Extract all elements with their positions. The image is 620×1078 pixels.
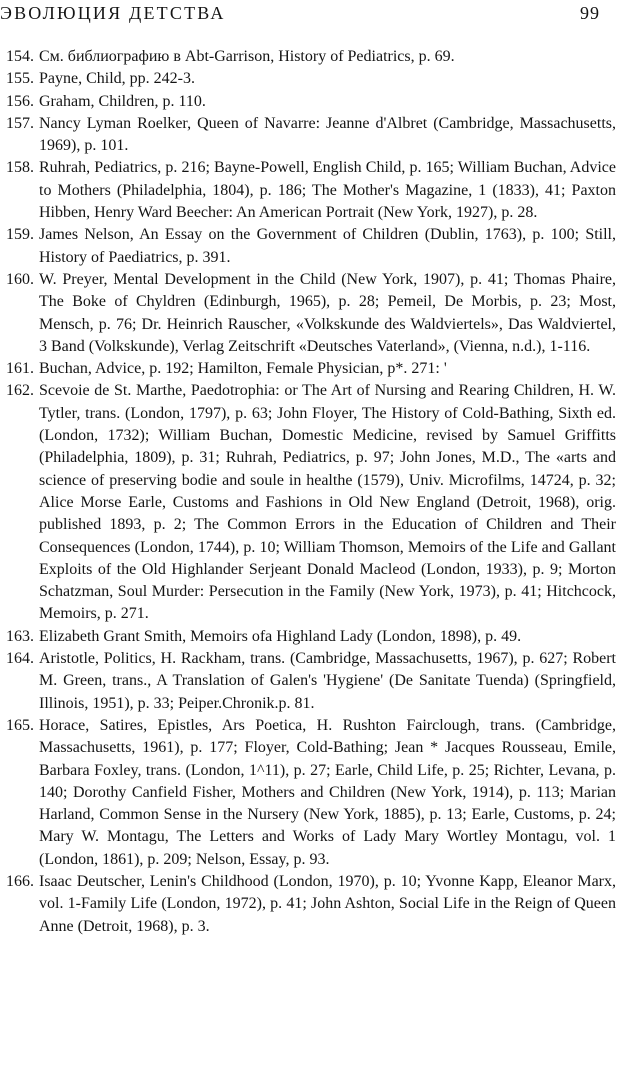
- endnote-163: [6, 626, 616, 648]
- note-number: 161.: [6, 360, 34, 378]
- note-number: 160.: [6, 270, 34, 288]
- endnote-165: [6, 715, 616, 871]
- note-text: См. библиографию в Abt-Garrison, History of Pediatrics, p. 69.: [39, 48, 455, 65]
- note-text: Scevoie de St. Marthe, Paedotrophia: or The Art of Nursing and Rearing Children, H. W. Tytler, trans. (London, 1797), p. 63; John Floyer, The History of Cold-Bathing, Sixth ed. (London, 1732); William Buchan, Domestic Medicine, revised by Samuel Griffitts (Philadelphia, 1809), p. 31; Ruhrah, Pediatrics, p. 97; John Jones, M.D., The «arts and science of preserving bodie and soule in healthe (1579), Univ. Microfilms, 14724, p. 32; Alice Morse Earle, Customs and Fashions in Old New England (Detroit, 1968), orig. published 1893, p. 2; The Common Errors in the Education of Children and Their Consequences (London, 1744), p. 10; William Thomson, Memoirs of the Life and Gallant Exploits of the Old Highlander Serjeant Donald Macleod (London, 1933), p. 9; Morton Schatzman, Soul Murder: Persecution in the Family (New York, 1973), p. 41; Hitchcock, Memoirs, p. 271.: [39, 382, 616, 623]
- chapter-title: ЭВОЛЮЦИЯ ДЕТСТВА: [0, 3, 226, 23]
- note-text: Payne, Child, pp. 242-3.: [39, 70, 195, 88]
- endnote-159: [6, 224, 616, 269]
- endnote-160: [6, 269, 616, 358]
- endnote-154: [6, 46, 616, 68]
- note-number: 155.: [6, 70, 34, 88]
- endnotes-list: [6, 46, 616, 938]
- note-text: Aristotle, Politics, H. Rackham, trans. (Cambridge, Massachusetts, 1967), p. 627; Robert M. Green, trans., A Translation of Galen's 'Hygiene' (De Sanitate Tuenda) (Springfield, Illinois, 1951), p. 33; Peiper.Chronik.p. 81.: [39, 650, 616, 712]
- running-head: [0, 2, 600, 24]
- note-text: Elizabeth Grant Smith, Memoirs ofa Highland Lady (London, 1898), p. 49.: [39, 627, 522, 645]
- note-number: 166.: [6, 872, 34, 890]
- note-text: Isaac Deutscher, Lenin's Childhood (London, 1970), p. 10; Yvonne Kapp, Eleanor Marx, vol. 1-Family Life (London, 1972), p. 41; John Ashton, Social Life in the Reign of Queen Anne (Detroit, 1968), p. 3.: [39, 872, 616, 935]
- endnote-162: [6, 380, 616, 625]
- endnote-155: [6, 68, 616, 90]
- page-number: 99: [580, 3, 600, 23]
- endnote-164: [6, 648, 616, 715]
- endnote-156: [6, 91, 616, 113]
- endnote-161: [6, 358, 616, 380]
- endnote-158: [6, 157, 616, 224]
- note-number: 158.: [6, 159, 34, 177]
- note-text: Nancy Lyman Roelker, Queen of Navarre: Jeanne d'Albret (Cambridge, Massachusetts, 1969), p. 101.: [39, 114, 616, 155]
- note-number: 165.: [6, 716, 34, 734]
- note-text: Horace, Satires, Epistles, Ars Poetica, H. Rushton Fairclough, trans. (Cambridge, Massachusetts, 1961), p. 177; Floyer, Cold-Bathing; Jean * Jacques Rousseau, Emile, Barbara Foxley, trans. (London, 1^11), p. 27; Earle, Child Life, p. 25; Richter, Levana, p. 140; Dorothy Canfield Fisher, Mothers and Children (New York, 1914), p. 113; Marian Harland, Common Sense in the Nursery (New York, 1885), p. 13; Earle, Customs, p. 24; Mary W. Montagu, The Letters and Works of Lady Mary Wortley Montagu, vol. 1 (London, 1861), p. 209; Nelson, Essay, p. 93.: [39, 716, 616, 868]
- note-number: 159.: [6, 226, 34, 244]
- note-number: 156.: [6, 92, 34, 110]
- note-text: Graham, Children, p. 110.: [39, 92, 206, 110]
- note-text: Buchan, Advice, p. 192; Hamilton, Female Physician, p*. 271: ': [39, 360, 447, 378]
- note-text: Ruhrah, Pediatrics, p. 216; Bayne-Powell, English Child, p. 165; William Buchan, Advice to Mothers (Philadelphia, 1804), p. 186; The Mother's Magazine, 1 (1833), 41; Paxton Hibben, Henry Ward Beecher: An American Portrait (New York, 1927), p. 28.: [39, 159, 616, 222]
- note-number: 164.: [6, 650, 34, 668]
- note-number: 154.: [6, 48, 34, 65]
- note-number: 157.: [6, 114, 34, 132]
- note-text: James Nelson, An Essay on the Government of Children (Dublin, 1763), p. 100; Still, History of Paediatrics, p. 391.: [39, 226, 616, 266]
- endnote-166: [6, 871, 616, 938]
- note-number: 162.: [6, 382, 34, 400]
- note-text: W. Preyer, Mental Development in the Child (New York, 1907), p. 41; Thomas Phaire, The Boke of Chyldren (Edinburgh, 1965), p. 28; Pemeil, De Morbis, p. 23; Most, Mensch, p. 76; Dr. Heinrich Rauscher, «Volkskunde des Waldviertels», Das Waldviertel, 3 Band (Volkskunde), Verlag Zeitschrift «Deutsches Vaterland», (Vienna, n.d.), 1-116.: [39, 270, 616, 355]
- note-number: 163.: [6, 627, 34, 645]
- endnote-157: [6, 113, 616, 158]
